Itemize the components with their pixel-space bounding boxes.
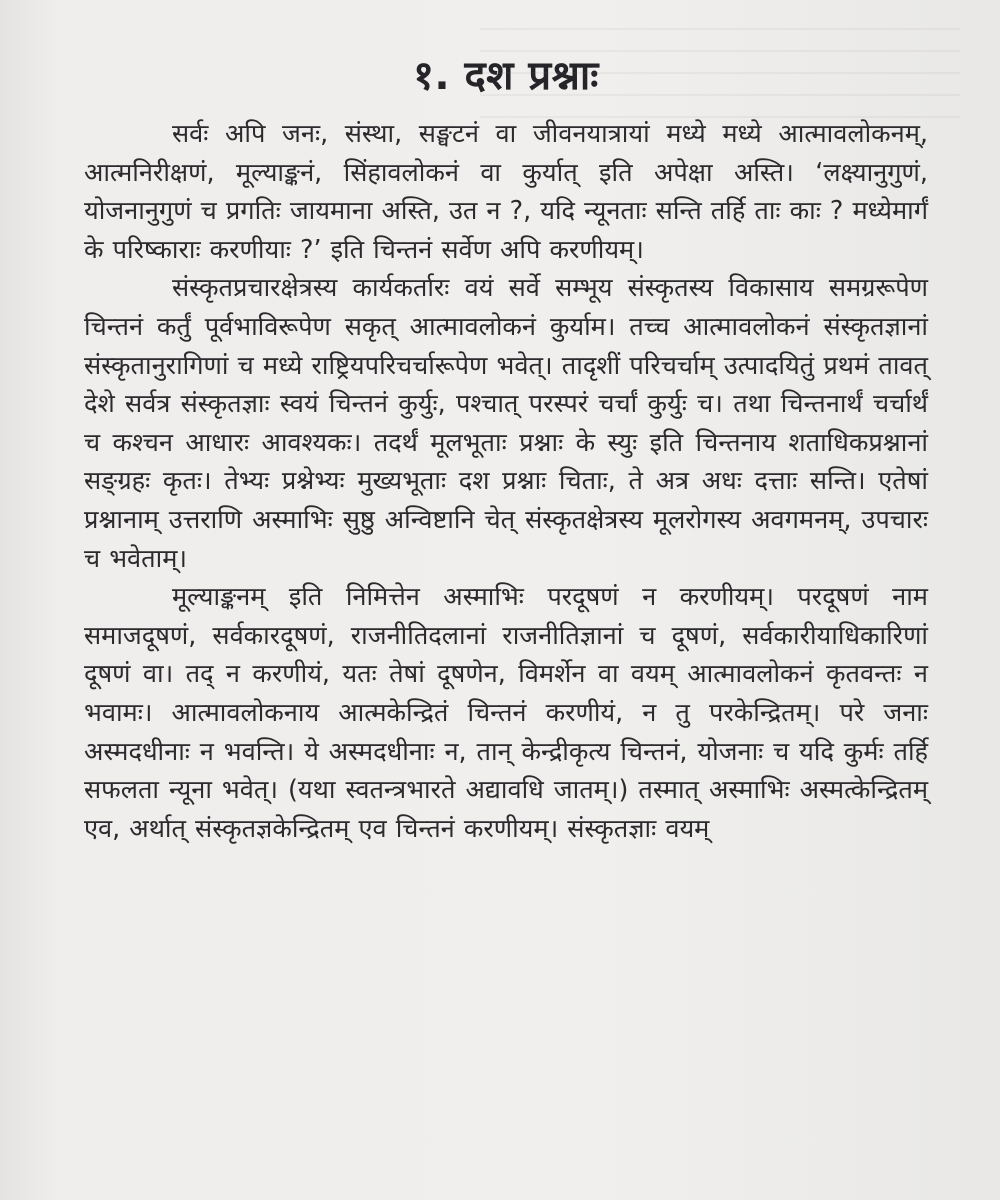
paragraph-3: मूल्याङ्कनम् इति निमित्तेन अस्माभिः परदूषणं न करणीयम्। परदूषणं नाम समाजदूषणं, सर्वकारदूषणं, राजनीतिदलानां राजनीतिज्ञानां च दूषणं, सर्वकारीयाधिकारिणां दूषणं वा। तद् न करणीयं, यतः तेषां दूषणेन, विमर्शेन वा वयम् आत्मावलोकनं कृतवन्तः न भवामः। आत्मावलोकनाय आत्मकेन्द्रितं चिन्तनं करणीयं, न तु परकेन्द्रितम्। परे जनाः अस्मदधीनाः न भवन्ति। ये अस्मदधीनाः न, तान् केन्द्रीकृत्य चिन्तनं, योजनाः च यदि कुर्मः तर्हि सफलता न्यूना भवेत्। (यथा स्वतन्त्रभारते अद्यावधि जातम्।) तस्मात् अस्माभिः अस्मत्केन्द्रितम् एव, अर्थात् संस्कृतज्ञकेन्द्रितम् एव चिन्तनं करणीयम्। संस्कृतज्ञाः वयम् [84,581,928,843]
paragraph-2: संस्कृतप्रचारक्षेत्रस्य कार्यकर्तारः वयं सर्वे सम्भूय संस्कृतस्य विकासाय समग्ररूपेण चिन्तनं कर्तुं पूर्वभाविरूपेण सकृत् आत्मावलोकनं कुर्याम। तच्च आत्मावलोकनं संस्कृतज्ञानां संस्कृतानुरागिणां च मध्ये राष्ट्रियपरिचर्चारूपेण भवेत्। तादृशीं परिचर्चाम् उत्पादयितुं प्रथमं तावत् देशे सर्वत्र संस्कृतज्ञाः स्वयं चिन्तनं कुर्युः, पश्चात् परस्परं चर्चां कुर्युः च। तथा चिन्तनार्थं चर्चार्थं च कश्चन आधारः आवश्यकः। तदर्थं मूलभूताः प्रश्नाः के स्युः इति चिन्तनाय शताधिकप्रश्नानां सङ्ग्रहः कृतः। तेभ्यः प्रश्नेभ्यः मुख्यभूताः दश प्रश्नाः चिताः, ते अत्र अधः दत्ताः सन्ति। एतेषां प्रश्नानाम् उत्तराणि अस्माभिः सुष्ठु अन्विष्टानि चेत् संस्कृतक्षेत्रस्य मूलरोगस्य अवगमनम्, उपचारः च भवेताम्। [84,272,928,573]
paragraph-1: सर्वः अपि जनः, संस्था, सङ्घटनं वा जीवनयात्रायां मध्ये मध्ये आत्मावलोकनम्, आत्मनिरीक्षणं, मूल्याङ्कनं, सिंहावलोकनं वा कुर्यात् इति अपेक्षा अस्ति। ‘लक्ष्यानुगुणं, योजनानुगुणं च प्रगतिः जायमाना अस्ति, उत न ?, यदि न्यूनताः सन्ति तर्हि ताः काः ? मध्येमार्गं के परिष्काराः करणीयाः ?’ इति चिन्तनं सर्वेण अपि करणीयम्। [84,118,928,264]
chapter-title: १. दश प्रश्नाः [413,53,599,99]
show-through-text [480,8,960,118]
